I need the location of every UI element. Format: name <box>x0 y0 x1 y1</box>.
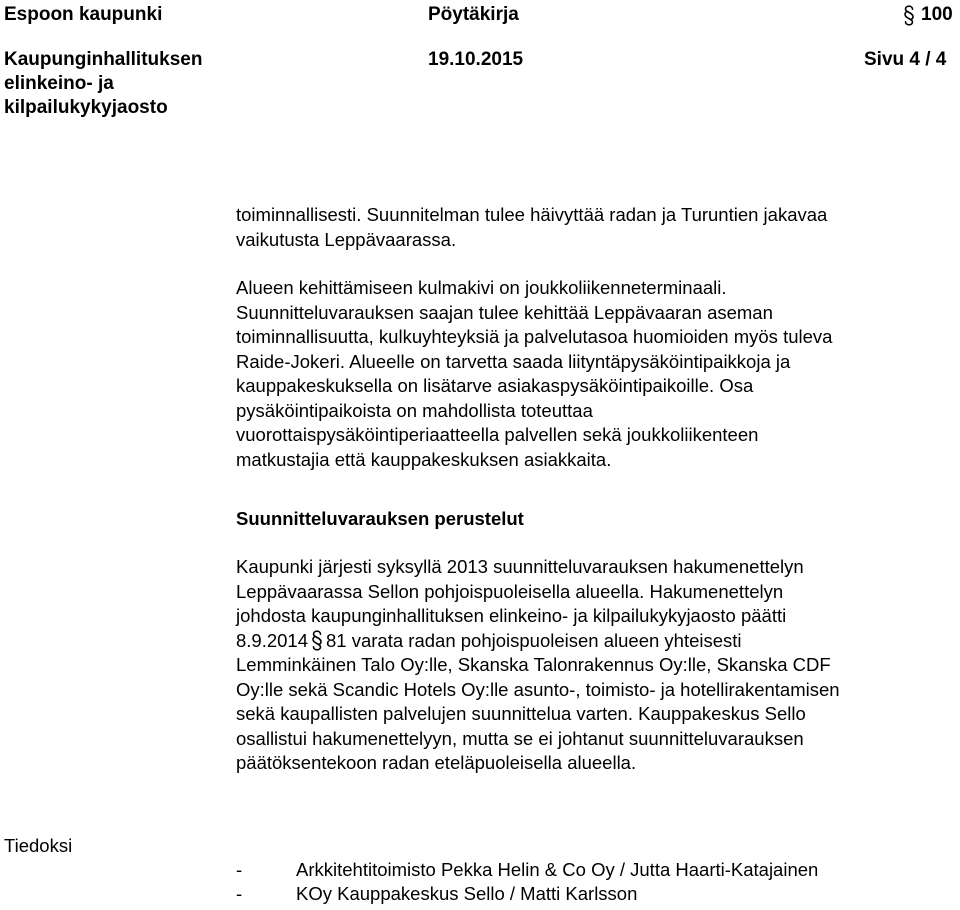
paragraph-3-line: Kaupunki järjesti syksyllä 2013 suunnitteluvarauksen hakumenettelyn <box>236 556 804 577</box>
paragraph-2-line: Alueen kehittämiseen kulmakivi on joukkoliikenneterminaali. <box>236 277 727 298</box>
paragraph-3-line: Leppävaarassa Sellon pohjoispuoleisella alueella. Hakumenettelyn <box>236 580 784 602</box>
paragraph-2-line: Suunnitteluvarauksen saajan tulee kehittää Leppävaaran aseman <box>236 301 773 323</box>
paragraph-2 <box>236 276 956 472</box>
header-section-number: 100 <box>921 4 953 25</box>
paragraph-3-line-with-section-sign <box>236 629 956 654</box>
paragraph-1-line: vaikutusta Leppävaarassa. <box>236 228 457 250</box>
header-date: 19.10.2015 <box>428 49 524 70</box>
list-dash: - <box>236 859 243 880</box>
decision-text: 81 varata radan pohjoispuoleisen alueen yhteisesti <box>326 629 742 651</box>
section-heading: Suunnitteluvarauksen perustelut <box>236 508 524 529</box>
header-page: Sivu 4 / 4 <box>864 49 947 70</box>
paragraph-3-line: johdosta kaupunginhallituksen elinkeino- ja kilpailukykyjaosto päätti <box>236 605 787 626</box>
section-sign-icon <box>310 630 324 651</box>
paragraph-3-line: osallistui hakumenettelyyn, mutta se ei johtanut suunnitteluvarauksen <box>236 727 804 749</box>
paragraph-2-line: kauppakeskuksella on lisätarve asiakaspysäköintipaikoille. Osa <box>236 375 754 396</box>
distribution-item-text: KOy Kauppakeskus Sello / Matti Karlsson <box>296 883 638 904</box>
decision-date: 8.9.2014 <box>236 629 309 651</box>
header-org: Espoon kaupunki <box>4 4 163 25</box>
paragraph-3 <box>236 555 956 776</box>
paragraph-1-line: toiminnallisesti. Suunnitelman tulee häivyttää radan ja Turuntien jakavaa <box>236 204 828 225</box>
paragraph-2-line: pysäköintipaikoista on mahdollista toteuttaa <box>236 399 593 421</box>
header-doc-type: Pöytäkirja <box>428 4 519 25</box>
paragraph-2-line: matkustajia että kauppakeskuksen asiakkaita. <box>236 448 612 470</box>
distribution-item <box>236 858 818 882</box>
paragraph-3-line: Lemminkäinen Talo Oy:lle, Skanska Talonrakennus Oy:lle, Skanska CDF <box>236 654 831 675</box>
paragraph-2-line: Raide-Jokeri. Alueelle on tarvetta saada liityntäpysäköintipaikkoja ja <box>236 350 791 372</box>
section-sign-icon <box>902 5 916 26</box>
list-dash: - <box>236 883 243 904</box>
header-body-line2: elinkeino- ja <box>4 73 114 94</box>
distribution-label: Tiedoksi <box>4 835 73 856</box>
paragraph-1 <box>236 203 956 252</box>
paragraph-2-line: toiminnallisuutta, kulkuyhteyksiä ja palvelutasoa huomioiden myös tuleva <box>236 326 833 347</box>
distribution-item-text: Arkkitehtitoimisto Pekka Helin & Co Oy / Jutta Haarti-Katajainen <box>296 859 819 880</box>
paragraph-3-line: Oy:lle sekä Scandic Hotels Oy:lle asunto-, toimisto- ja hotellirakentamisen <box>236 678 840 700</box>
paragraph-3-line: sekä kaupallisten palvelujen suunnittelua varten. Kauppakeskus Sello <box>236 703 806 724</box>
header-body-line1: Kaupunginhallituksen <box>4 49 203 70</box>
header-body-line3: kilpailukykyjaosto <box>4 97 168 118</box>
paragraph-3-line: päätöksentekoon radan eteläpuoleisella alueella. <box>236 752 637 773</box>
distribution-item <box>236 882 637 906</box>
paragraph-2-line: vuorottaispysäköintiperiaatteella palvellen sekä joukkoliikenteen <box>236 424 759 445</box>
